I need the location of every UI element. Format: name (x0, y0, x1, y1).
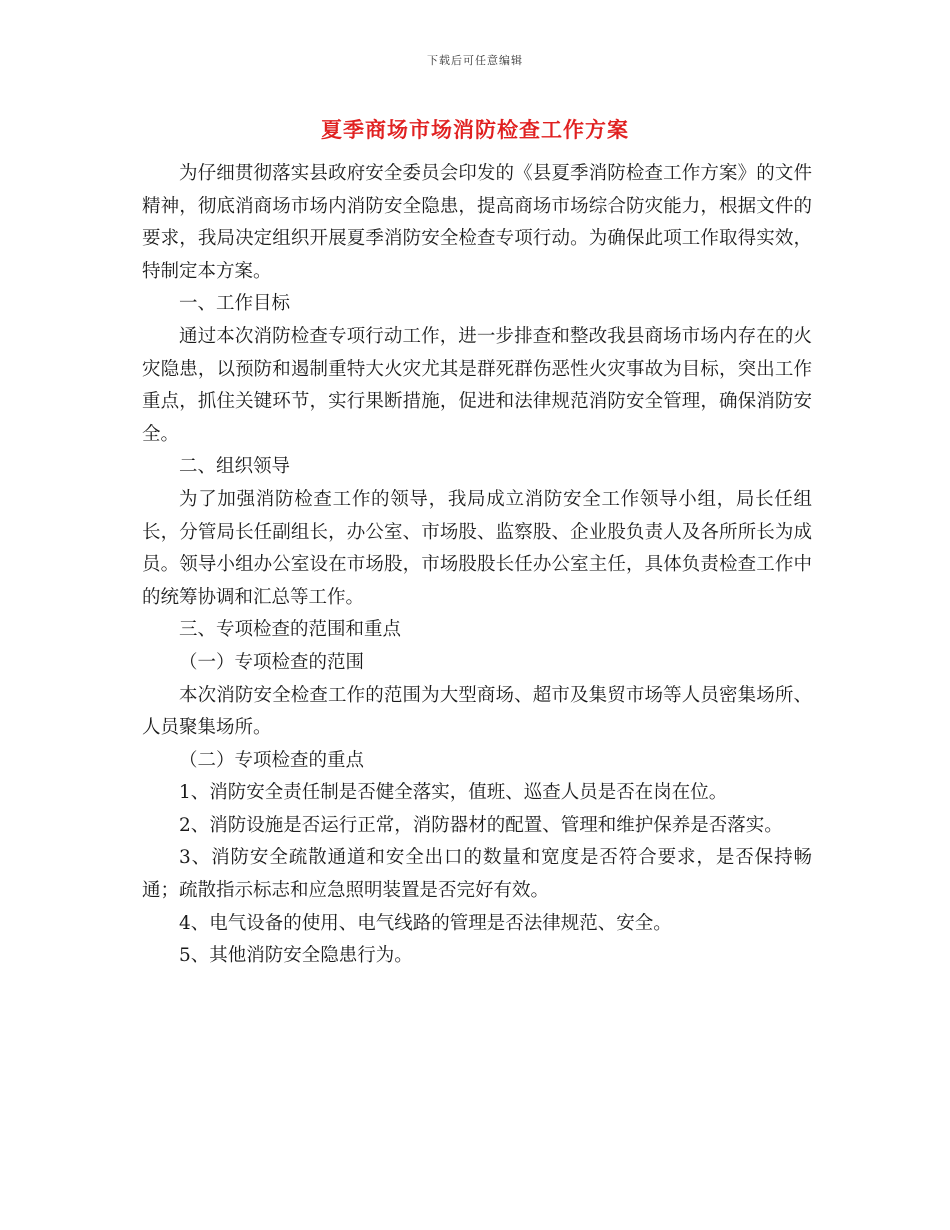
section-heading-goal: 一、工作目标 (179, 293, 291, 315)
section-heading-organization: 二、组织领导 (179, 456, 291, 478)
list-item-5: 5、其他消防安全隐患行为。 (179, 945, 413, 967)
document-title: 夏季商场市场消防检查工作方案 (321, 118, 629, 142)
paragraph-scope: 本次消防安全检查工作的范围为大型商场、超市及集贸市场等人员密集场所、人员聚集场所。 (142, 684, 812, 739)
paragraph-intro: 为仔细贯彻落实县政府安全委员会印发的《县夏季消防检查工作方案》的文件精神，彻底消商场市场内消防安全隐患，提高商场市场综合防灾能力，根据文件的要求，我局决定组织开展夏季消防安全检查专项行动。为确保此项工作取得实效，特制定本方案。 (142, 163, 812, 282)
subheading-scope: （一）专项检查的范围 (179, 651, 365, 673)
document-body (142, 158, 812, 973)
list-item-3: 3、消防安全疏散通道和安全出口的数量和宽度是否符合要求，是否保持畅通；疏散指示标志和应急照明装置是否完好有效。 (142, 847, 812, 902)
subheading-focus: （二）专项检查的重点 (179, 749, 365, 771)
list-item-1: 1、消防安全责任制是否健全落实，值班、巡查人员是否在岗在位。 (179, 782, 728, 804)
paragraph-goal: 通过本次消防检查专项行动工作，进一步排查和整改我县商场市场内存在的火灾隐患，以预防和遏制重特大火灾尤其是群死群伤恶性火灾事故为目标，突出工作重点，抓住关键环节，实行果断措施，促进和法律规范消防安全管理，确保消防安全。 (142, 325, 812, 445)
section-heading-scope-focus: 三、专项检查的范围和重点 (179, 619, 402, 641)
paragraph-organization: 为了加强消防检查工作的领导，我局成立消防安全工作领导小组，局长任组长，分管局长任副组长，办公室、市场股、监察股、企业股负责人及各所所长为成员。领导小组办公室设在市场股，市场股股长任办公室主任，具体负责检查工作中的统筹协调和汇总等工作。 (142, 488, 812, 608)
list-item-4: 4、电气设备的使用、电气线路的管理是否法律规范、安全。 (179, 912, 672, 934)
page-header-note: 下载后可任意编辑 (427, 54, 523, 67)
list-item-2: 2、消防设施是否运行正常，消防器材的配置、管理和维护保养是否落实。 (179, 814, 783, 836)
